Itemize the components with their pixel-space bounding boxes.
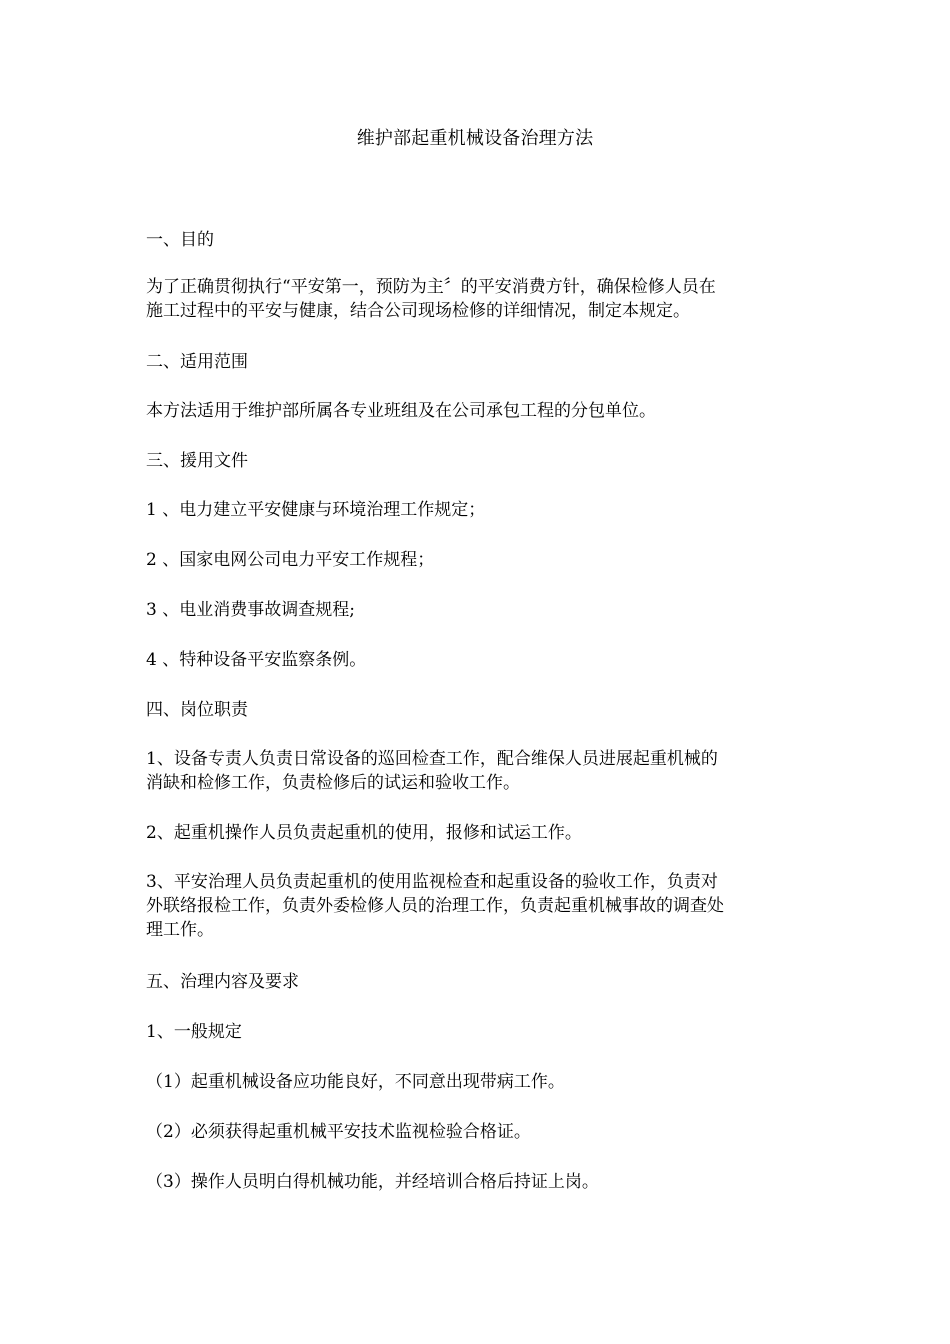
- purpose-paragraph: [146, 275, 806, 323]
- section-heading-scope: 二、适用范围: [146, 352, 248, 372]
- responsibility-item-1-line-1: 1、设备专责人负责日常设备的巡回检查工作，配合维保人员进展起重机械的: [146, 749, 718, 769]
- reference-item-4: 4 、特种设备平安监察条例。: [146, 650, 367, 670]
- section-heading-purpose: 一、目的: [146, 230, 214, 250]
- reference-item-3: 3 、电业消费事故调查规程;: [146, 600, 355, 620]
- responsibility-item-2: 2、起重机操作人员负责起重机的使用，报修和试运工作。: [146, 823, 582, 843]
- reference-item-2: 2 、国家电网公司电力平安工作规程；: [146, 550, 435, 570]
- reference-item-1: 1 、电力建立平安健康与环境治理工作规定；: [146, 500, 486, 520]
- section-heading-references: 三、援用文件: [146, 451, 248, 471]
- general-rule-item-3: （3）操作人员明白得机械功能，并经培训合格后持证上岗。: [146, 1172, 599, 1192]
- purpose-paragraph-line-2: 施工过程中的平安与健康，结合公司现场检修的详细情况，制定本规定。: [146, 301, 690, 321]
- responsibility-item-1-line-2: 消缺和检修工作，负责检修后的试运和验收工作。: [146, 773, 520, 793]
- purpose-paragraph-line-1: 为了正确贯彻执行“平安第一，预防为主〞的平安消费方针，确保检修人员在: [146, 277, 716, 297]
- general-rules-heading: 1、一般规定: [146, 1022, 242, 1042]
- general-rule-item-2: （2）必须获得起重机械平安技术监视检验合格证。: [146, 1122, 531, 1142]
- document-title: 维护部起重机械设备治理方法: [356, 128, 594, 149]
- responsibility-item-3-line-2: 外联络报检工作，负责外委检修人员的治理工作，负责起重机械事故的调查处: [146, 896, 724, 916]
- general-rule-item-1: （1）起重机械设备应功能良好，不同意出现带病工作。: [146, 1072, 565, 1092]
- section-heading-management: 五、治理内容及要求: [146, 972, 299, 992]
- responsibility-item-3-line-3: 理工作。: [146, 920, 214, 940]
- responsibility-item-3-line-1: 3、平安治理人员负责起重机的使用监视检查和起重设备的验收工作，负责对: [146, 872, 718, 892]
- responsibility-item-1: [146, 747, 806, 795]
- section-heading-responsibilities: 四、岗位职责: [146, 700, 248, 720]
- responsibility-item-3: [146, 870, 806, 942]
- scope-paragraph: 本方法适用于维护部所属各专业班组及在公司承包工程的分包单位。: [146, 401, 656, 421]
